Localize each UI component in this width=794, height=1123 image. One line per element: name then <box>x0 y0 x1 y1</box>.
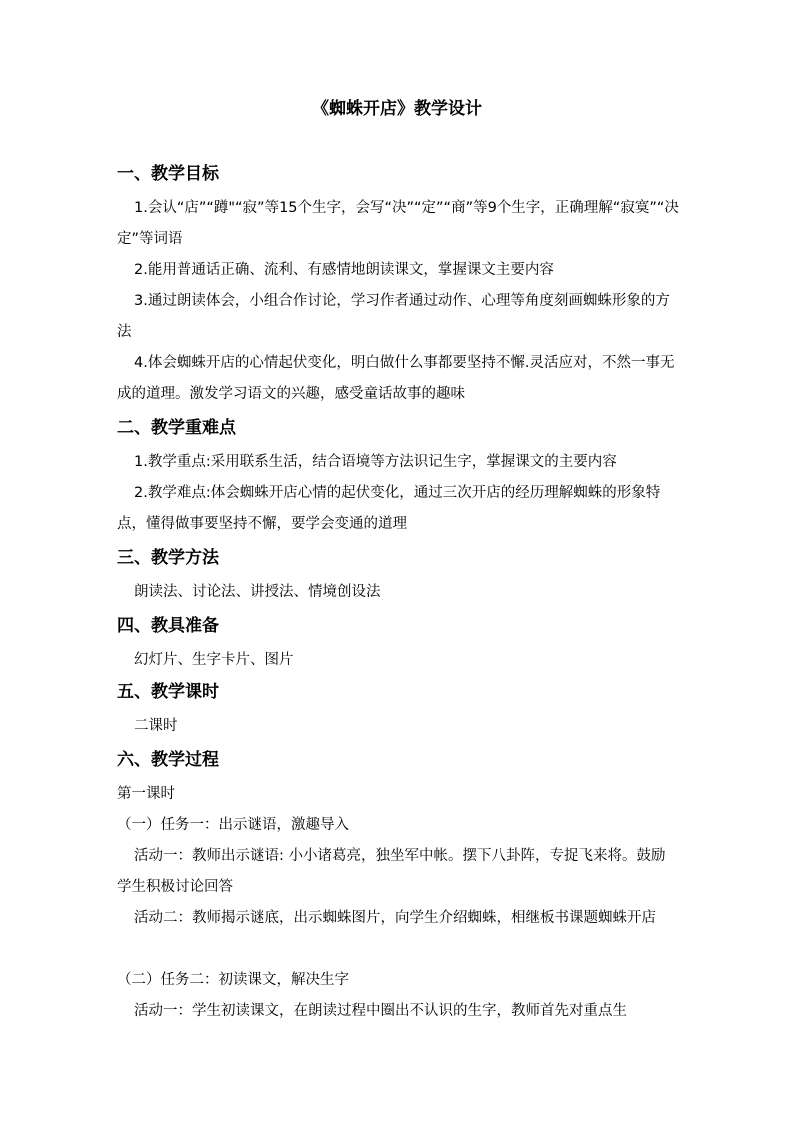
task1-activity1: 活动一：教师出示谜语: 小小诸葛亮，独坐军中帐。摆下八卦阵，专捉飞来将。鼓励学生积极讨论回答 <box>117 848 666 895</box>
task1-activity2: 活动二：教师揭示谜底，出示蜘蛛图片，向学生介绍蜘蛛，相继板书课题蜘蛛开店 <box>134 910 656 926</box>
heading-process: 六、教学过程 <box>117 750 219 770</box>
heading-teaching-goals: 一、教学目标 <box>117 164 219 184</box>
heading-key-points: 二、教学重难点 <box>117 418 236 438</box>
goal-item-1: 1.会认“店”“蹲"“寂”等15个生字，会写“决”“定”“商”等9个生字，正确理解“寂寞”“决定”等词语 <box>117 200 679 247</box>
methods-text: 朗读法、讨论法、讲授法、情境创设法 <box>134 584 381 600</box>
goal-item-4: 4.体会蜘蛛开店的心情起伏变化，明白做什么事都要坚持不懈.灵活应对，不然一事无成的道理。激发学习语文的兴趣，感受童话故事的趣味 <box>117 355 675 402</box>
goal-item-2: 2.能用普通话正确、流利、有感情地朗读课文，掌握课文主要内容 <box>134 262 554 278</box>
task2-activity1: 活动一：学生初读课文，在朗读过程中圈出不认识的生字，教师首先对重点生 <box>134 1003 627 1019</box>
task1-title: （一）任务一：出示谜语，激趣导入 <box>117 817 349 833</box>
key-point-item-1: 1.教学重点:采用联系生活，结合语境等方法识记生字，掌握课文的主要内容 <box>134 454 617 470</box>
periods-text: 二课时 <box>134 718 178 734</box>
heading-periods: 五、教学课时 <box>117 682 219 702</box>
lesson-label: 第一课时 <box>117 786 175 802</box>
goal-item-3: 3.通过朗读体会，小组合作讨论，学习作者通过动作、心理等角度刻画蜘蛛形象的方法 <box>117 293 670 340</box>
document-title: 《蜘蛛开店》教学设计 <box>312 99 482 119</box>
key-point-item-2: 2.教学难点:体会蜘蛛开店心情的起伏变化，通过三次开店的经历理解蜘蛛的形象特点，懂得做事要坚持不懈，要学会变通的道理 <box>117 485 661 532</box>
task2-title: （二）任务二：初读课文，解决生字 <box>117 972 349 988</box>
heading-materials: 四、教具准备 <box>117 616 219 636</box>
heading-methods: 三、教学方法 <box>117 548 219 568</box>
materials-text: 幻灯片、生字卡片、图片 <box>134 652 294 668</box>
